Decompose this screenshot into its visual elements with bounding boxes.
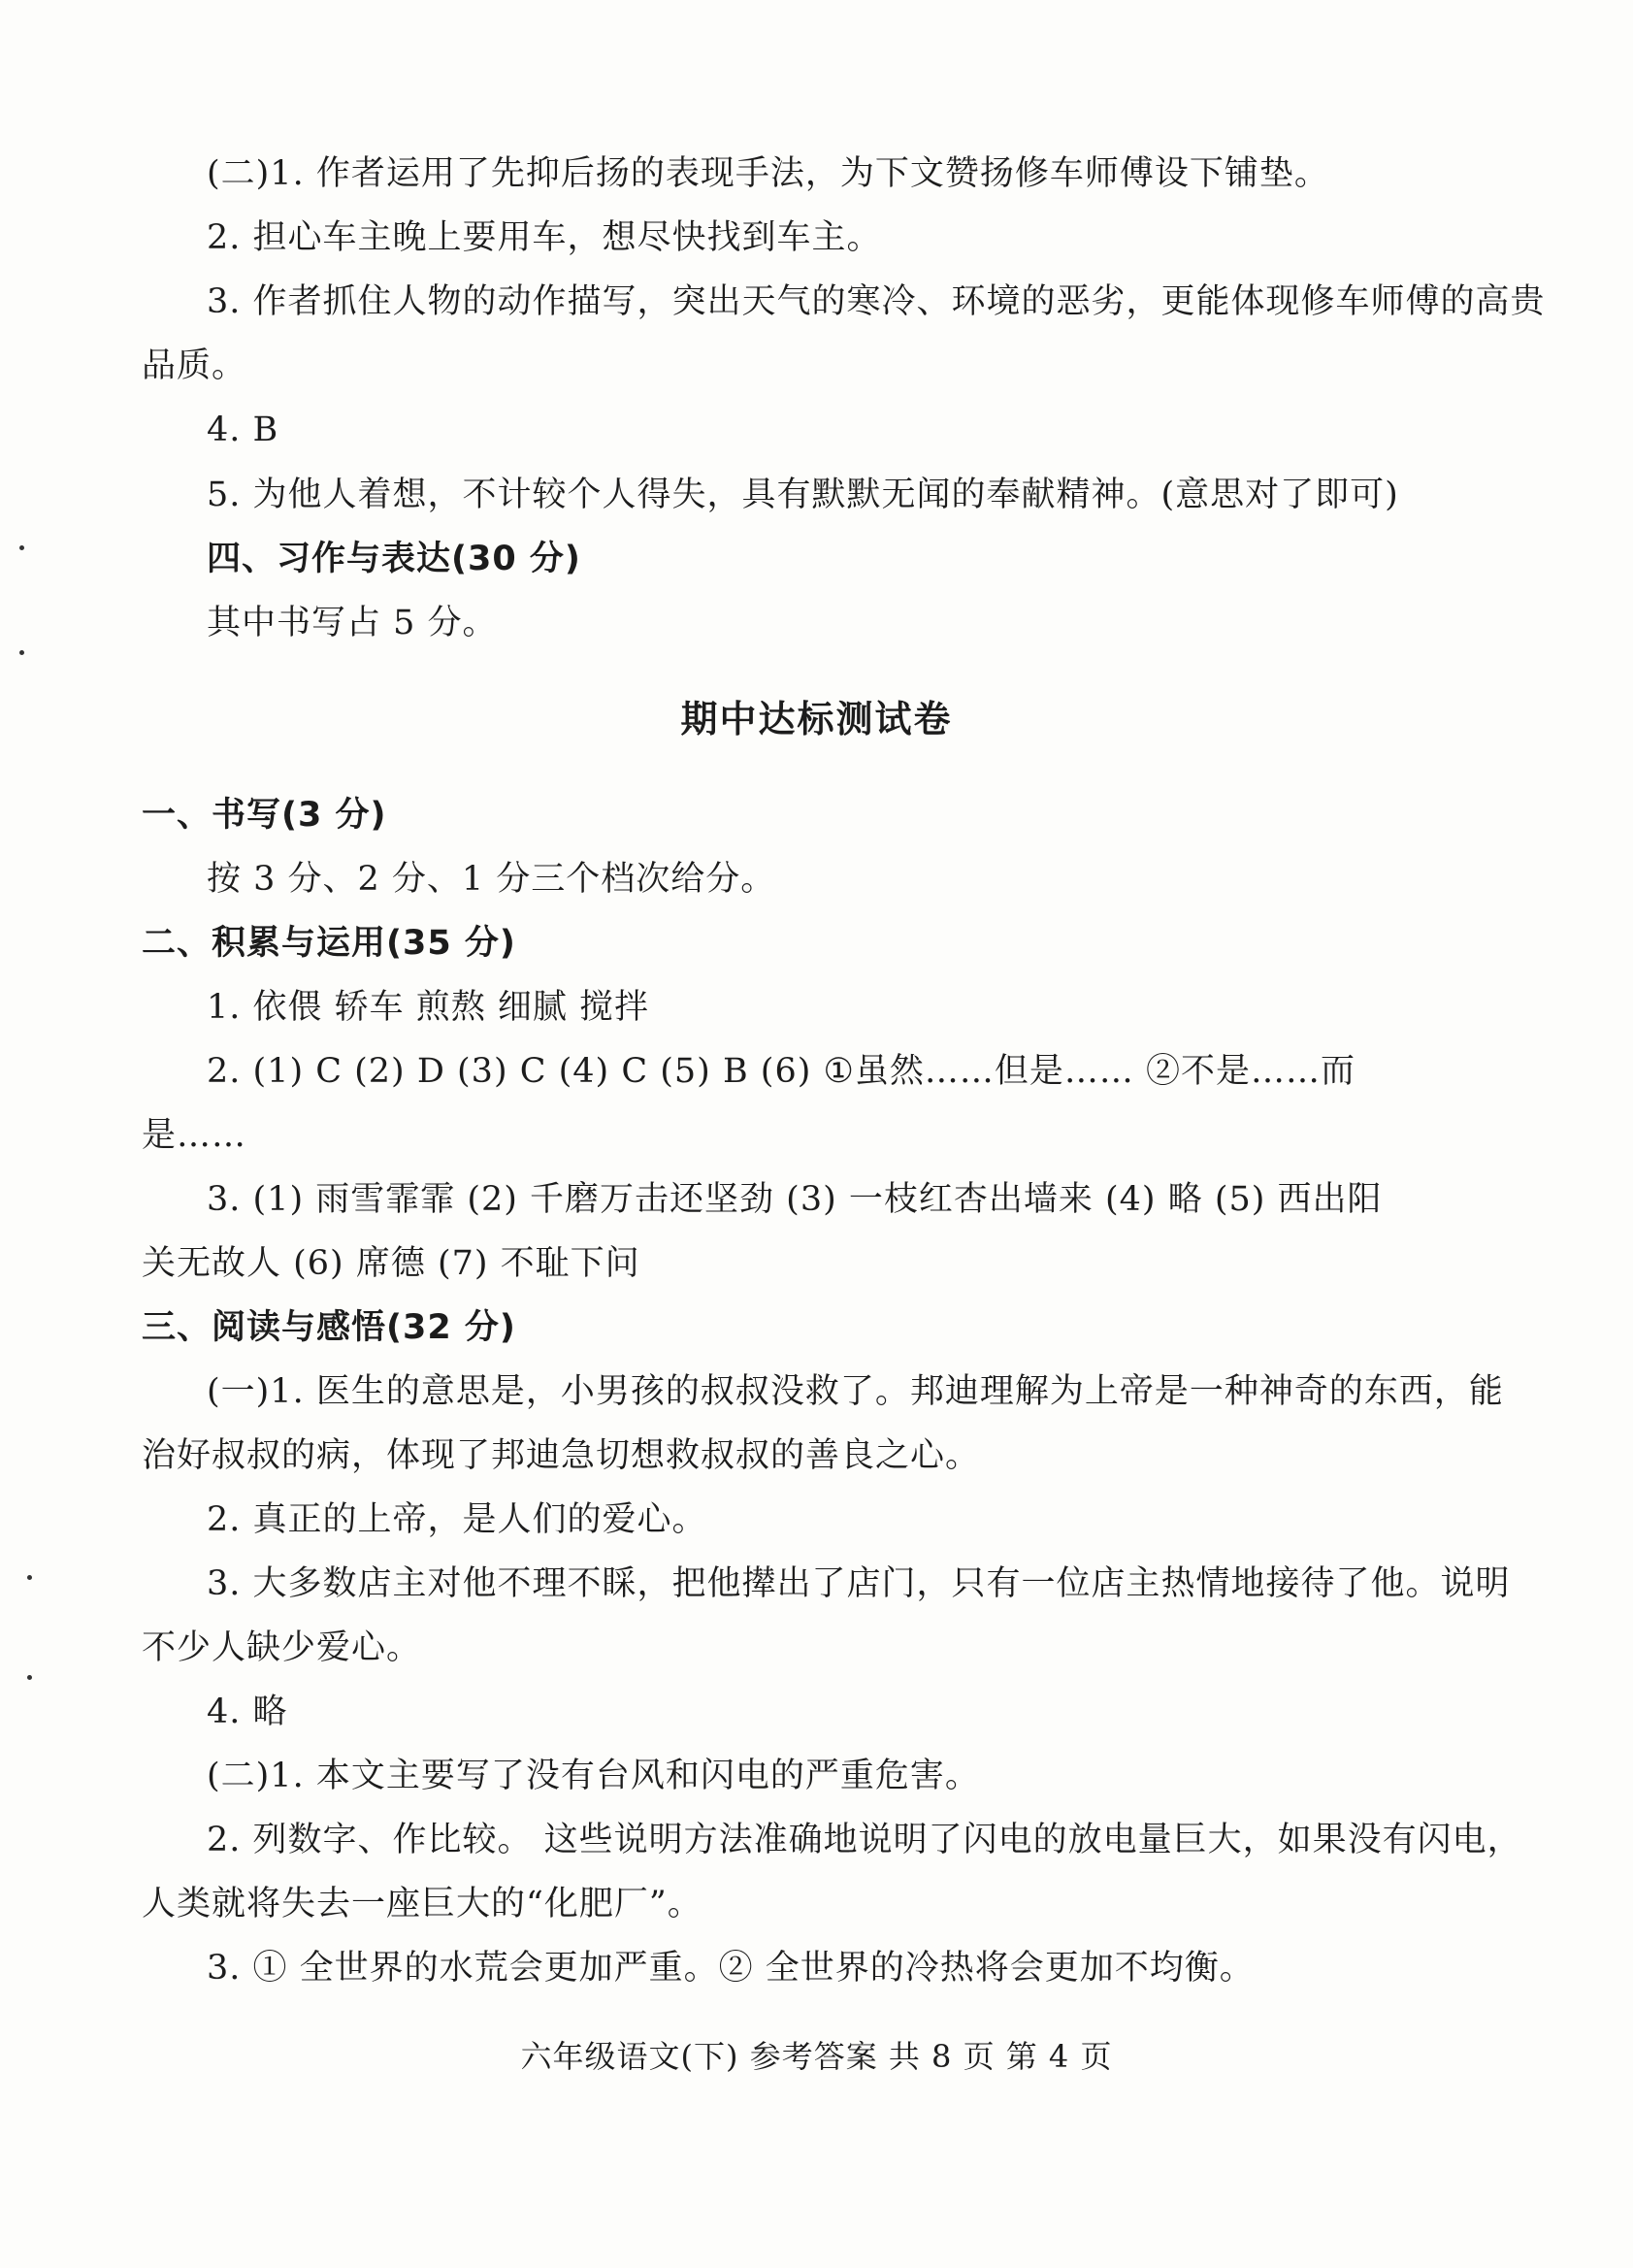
text-line: 4. 略: [207, 1693, 288, 1731]
text-line: 4. B: [207, 411, 279, 449]
section-heading: 二、积累与运用(35 分): [142, 924, 516, 963]
section-title: 期中达标测试卷: [680, 698, 953, 740]
text-line: 品质。: [142, 346, 247, 385]
section-heading: 三、阅读与感悟(32 分): [142, 1308, 516, 1347]
section-heading: 一、书写(3 分): [142, 796, 387, 835]
text-line: 3. 大多数店主对他不理不睬，把他撵出了店门，只有一位店主热情地接待了他。说明: [207, 1564, 1511, 1603]
text-line: 治好叔叔的病，体现了邦迪急切想救叔叔的善良之心。: [142, 1436, 981, 1475]
text-line: (二)1. 作者运用了先抑后扬的表现手法，为下文赞扬修车师傅设下铺垫。: [207, 154, 1329, 193]
text-line: 2. 担心车主晚上要用车，想尽快找到车主。: [207, 218, 882, 257]
text-line: 2. 列数字、作比较。 这些说明方法准确地说明了闪电的放电量巨大，如果没有闪电，: [207, 1821, 1522, 1859]
text-line: 是……: [142, 1116, 247, 1155]
text-line: (一)1. 医生的意思是，小男孩的叔叔没救了。邦迪理解为上帝是一种神奇的东西，能: [207, 1372, 1504, 1411]
scan-speck: [27, 1675, 32, 1680]
text-line: 3. ① 全世界的水荒会更加严重。② 全世界的冷热将会更加不均衡。: [207, 1949, 1255, 1988]
text-line: 1. 依偎 轿车 煎熬 细腻 搅拌: [207, 988, 650, 1027]
text-line: 不少人缺少爱心。: [142, 1628, 422, 1667]
text-line: 2. 真正的上帝，是人们的爱心。: [207, 1500, 707, 1539]
text-line: (二)1. 本文主要写了没有台风和闪电的严重危害。: [207, 1757, 980, 1795]
text-line: 3. 作者抓住人物的动作描写，突出天气的寒冷、环境的恶劣，更能体现修车师傅的高贵: [207, 282, 1546, 321]
section-heading: 四、习作与表达(30 分): [207, 540, 581, 578]
text-line: 关无故人 (6) 席德 (7) 不耻下问: [142, 1244, 640, 1283]
text-line: 5. 为他人着想，不计较个人得失，具有默默无闻的奉献精神。(意思对了即可): [207, 476, 1399, 514]
text-line: 3. (1) 雨雪霏霏 (2) 千磨万击还坚劲 (3) 一枝红杏出墙来 (4) 略 (5) 西出阳: [207, 1180, 1383, 1219]
text-line: 按 3 分、2 分、1 分三个档次给分。: [207, 860, 776, 899]
page-footer: 六年级语文(下) 参考答案 共 8 页 第 4 页: [520, 2038, 1113, 2075]
scan-speck: [27, 1575, 32, 1580]
text-line: 其中书写占 5 分。: [207, 604, 498, 642]
text-line: 2. (1) C (2) D (3) C (4) C (5) B (6) ①虽然……但是…… ②不是……而: [207, 1052, 1355, 1091]
text-line: 人类就将失去一座巨大的“化肥厂”。: [142, 1885, 702, 1923]
scan-speck: [19, 650, 24, 655]
scan-speck: [19, 545, 24, 550]
